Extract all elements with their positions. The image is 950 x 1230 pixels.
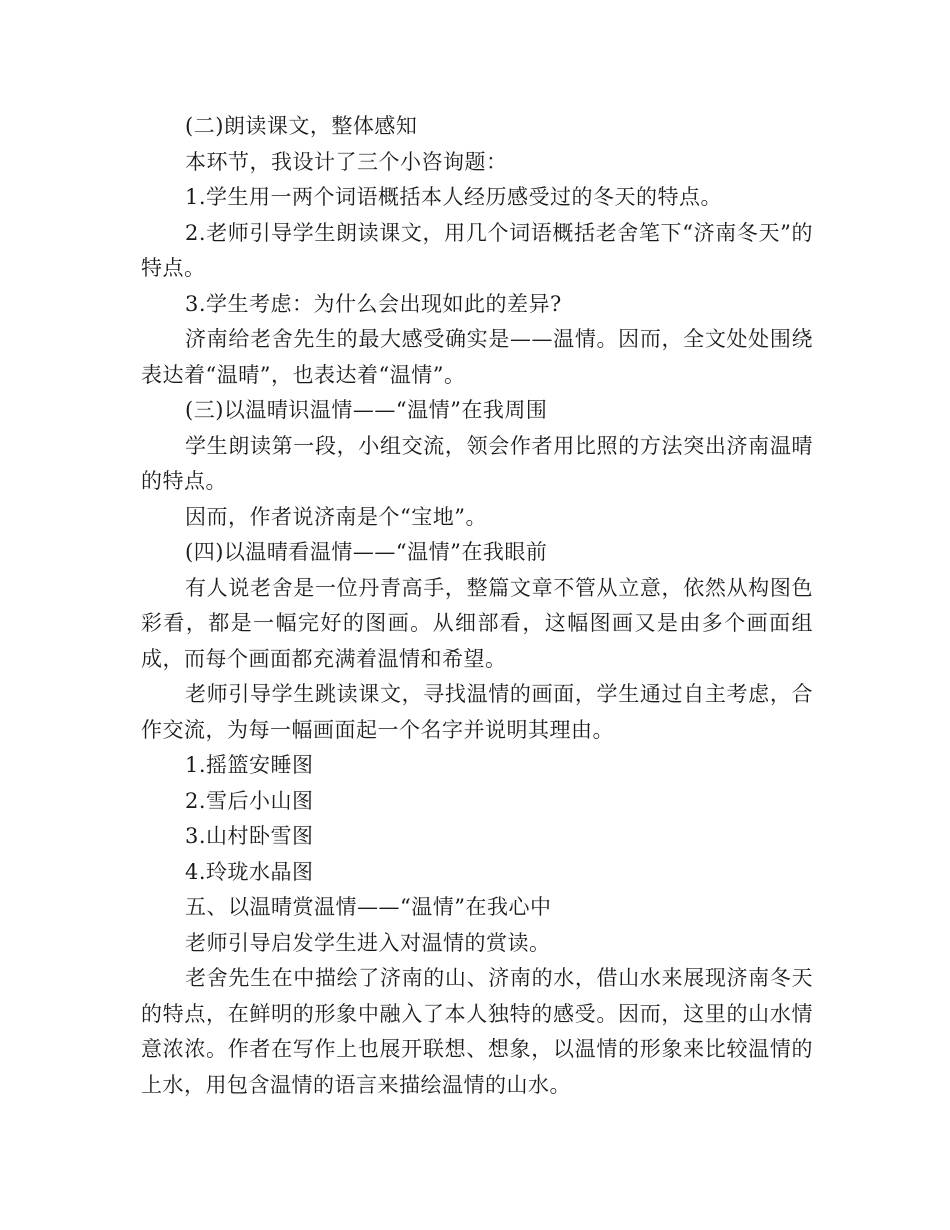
document-body — [141, 109, 813, 1103]
paragraph: 济南给老舍先生的最大感受确实是——温情。因而，全文处处围绕表达着“温晴”，也表达着“温情”。 — [141, 327, 813, 387]
list-item: 4.玲珑水晶图 — [185, 859, 314, 884]
section-heading-wenqing-before-eyes: (四)以温晴看温情——“温情”在我眼前 — [185, 540, 548, 564]
list-item: 2.雪后小山图 — [185, 788, 314, 813]
paragraph: 老师引导启发学生进入对温情的赏读。 — [185, 930, 551, 955]
section-heading-wenqing-around: (三)以温晴识温情——“温情”在我周围 — [185, 398, 548, 422]
list-item: 2.老师引导学生朗读课文，用几个词语概括老舍笔下“济南冬天”的特点。 — [141, 220, 813, 280]
paragraph: 学生朗读第一段，小组交流，领会作者用比照的方法突出济南温晴的特点。 — [141, 433, 813, 493]
list-item: 1.摇篮安睡图 — [185, 753, 314, 777]
paragraph: 因而，作者说济南是个“宝地”。 — [185, 504, 487, 529]
section-heading-reading: (二)朗读课文，整体感知 — [185, 114, 418, 138]
list-item: 1.学生用一两个词语概括本人经历感受过的冬天的特点。 — [185, 185, 723, 209]
paragraph: 老师引导学生跳读课文，寻找温情的画面，学生通过自主考虑，合作交流，为每一幅画面起一个名字并说明其理由。 — [141, 682, 813, 742]
paragraph: 本环节，我设计了三个小咨询题： — [185, 149, 508, 174]
list-item: 3.山村卧雪图 — [185, 824, 314, 848]
paragraph: 老舍先生在中描绘了济南的山、济南的水，借山水来展现济南冬天的特点，在鲜明的形象中融入了本人独特的感受。因而，这里的山水情意浓浓。作者在写作上也展开联想、想象，以温情的形象来比较温情的上水，用包含温情的语言来描绘温情的山水。 — [141, 966, 813, 1097]
paragraph: 有人说老舍是一位丹青高手，整篇文章不管从立意，依然从构图色彩看，都是一幅完好的图画。从细部看，这幅图画又是由多个画面组成，而每个画面都充满着温情和希望。 — [141, 575, 813, 671]
list-item: 3.学生考虑：为什么会出现如此的差异? — [185, 291, 562, 316]
section-heading-wenqing-in-heart: 五、以温晴赏温情——“温情”在我心中 — [185, 895, 552, 919]
